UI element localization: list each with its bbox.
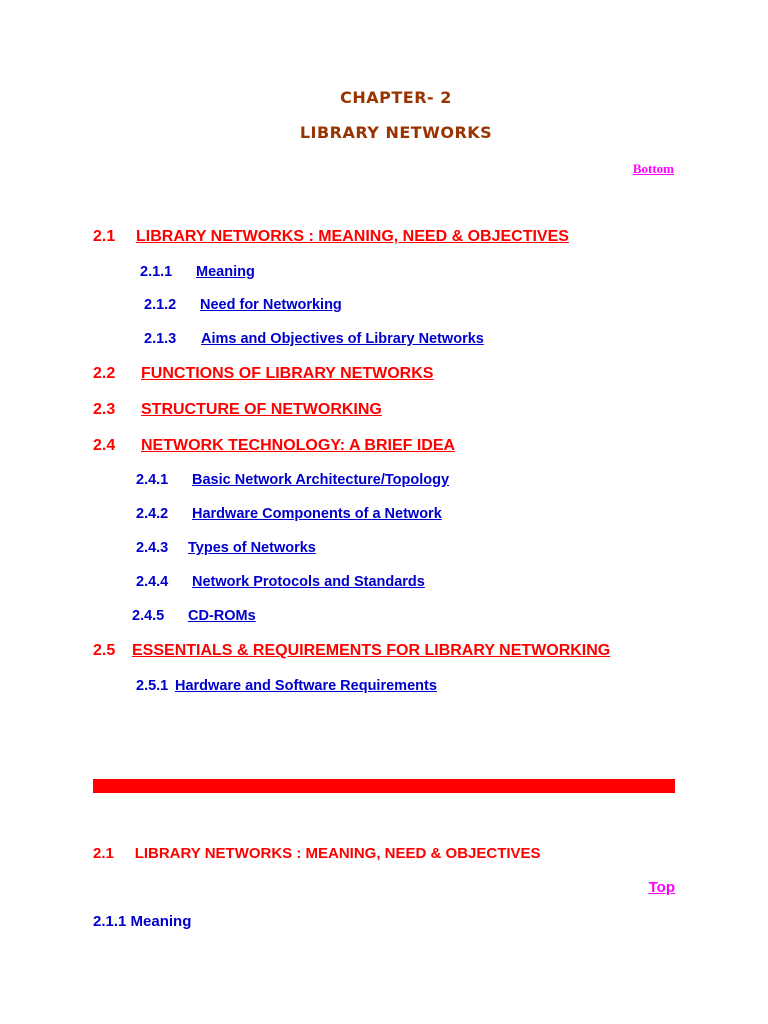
- toc-number: 2.1.2: [144, 297, 177, 313]
- toc-item-2-1[interactable]: [93, 228, 569, 246]
- toc-item-2-1-1[interactable]: [140, 264, 255, 280]
- toc-number: 2.4.5: [132, 608, 165, 624]
- section-subheading: 2.1.1 Meaning: [93, 913, 192, 930]
- toc-number: 2.4.2: [136, 506, 169, 522]
- toc-number: 2.1.3: [144, 331, 177, 347]
- toc-item-2-3[interactable]: [93, 401, 382, 419]
- top-link[interactable]: Top: [648, 879, 675, 896]
- toc-link[interactable]: Basic Network Architecture/Topology: [192, 472, 450, 488]
- bottom-link[interactable]: Bottom: [632, 161, 674, 176]
- toc-item-2-5-1[interactable]: [136, 678, 437, 694]
- toc-item-2-4-5[interactable]: [132, 608, 256, 624]
- toc-item-2-4-3[interactable]: [136, 540, 316, 556]
- toc-link[interactable]: Meaning: [196, 264, 255, 280]
- toc-number: 2.4.1: [136, 472, 169, 488]
- chapter-title: LIBRARY NETWORKS: [299, 123, 493, 142]
- toc-link[interactable]: Hardware and Software Requirements: [175, 678, 437, 694]
- toc-link[interactable]: FUNCTIONS OF LIBRARY NETWORKS: [141, 365, 434, 382]
- chapter-number: CHAPTER- 2: [340, 88, 452, 107]
- toc-number: 2.4: [93, 437, 116, 454]
- section-heading: 2.1 LIBRARY NETWORKS : MEANING, NEED & OBJECTIVES: [93, 845, 541, 862]
- toc-number: 2.1: [93, 228, 116, 245]
- toc-item-2-2[interactable]: [93, 365, 433, 383]
- toc-item-2-4-4[interactable]: [136, 574, 425, 590]
- toc-number: 2.2: [93, 365, 116, 382]
- toc-link[interactable]: LIBRARY NETWORKS : MEANING, NEED & OBJECTIVES: [136, 228, 569, 245]
- section-divider: [93, 779, 675, 793]
- toc-link[interactable]: STRUCTURE OF NETWORKING: [141, 401, 382, 418]
- toc-number: 2.3: [93, 401, 116, 418]
- toc-number: 2.4.3: [136, 540, 169, 556]
- toc-number: 2.1.1: [140, 264, 173, 280]
- toc-link[interactable]: NETWORK TECHNOLOGY: A BRIEF IDEA: [141, 437, 456, 454]
- toc-item-2-4[interactable]: [93, 437, 455, 455]
- toc-link[interactable]: Need for Networking: [200, 297, 342, 313]
- toc-item-2-4-2[interactable]: [136, 506, 442, 522]
- toc-number: 2.5: [93, 642, 116, 659]
- toc-number: 2.5.1: [136, 678, 169, 694]
- toc-item-2-5[interactable]: [93, 642, 610, 660]
- toc-link[interactable]: Types of Networks: [188, 540, 316, 556]
- toc-link[interactable]: Network Protocols and Standards: [192, 574, 425, 590]
- toc-item-2-4-1[interactable]: [136, 472, 449, 488]
- toc-link[interactable]: ESSENTIALS & REQUIREMENTS FOR LIBRARY NETWORKING: [132, 642, 611, 659]
- toc-item-2-1-3[interactable]: [144, 331, 484, 347]
- toc-item-2-1-2[interactable]: [144, 297, 342, 313]
- toc-number: 2.4.4: [136, 574, 169, 590]
- toc-link[interactable]: Hardware Components of a Network: [192, 506, 442, 522]
- toc-link[interactable]: Aims and Objectives of Library Networks: [201, 331, 484, 347]
- toc-link[interactable]: CD-ROMs: [188, 608, 256, 624]
